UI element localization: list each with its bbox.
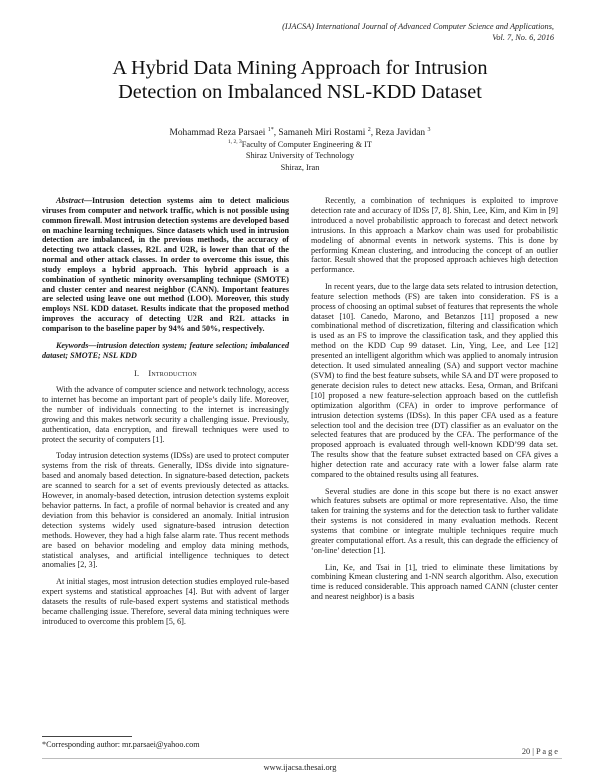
author-3-marker: 3	[427, 127, 431, 133]
journal-url: www.ijacsa.thesai.org	[263, 763, 337, 772]
author-1: Mohammad Reza Parsaei	[169, 128, 268, 139]
paper-title	[40, 56, 560, 104]
abstract-text: —Intrusion detection systems aim to detect malicious viruses from computer and network traffic, which is not possible using common firewall. Most intrusion detection systems are developed based on machine learning techniques. Since datasets which used in intrusion detection are imbalanced, in the previous methods, the accuracy of detecting two attack classes, R2L and U2R, is lower than that of the normal and other attack classes. In order to overcome this issue, this study employs a hybrid approach. This hybrid approach is a combination of synthetic minority oversampling technique (SMOTE) and cluster center and nearest neighbor (CANN). Important features are selected using leave one out method (LOO). Moreover, this study employs NSL KDD dataset. Results indicate that the proposed method improves the accuracy of detecting U2R and R2L attacks in comparison to the baseline paper by 94% and 50%, respectively.	[42, 196, 289, 333]
section-title: Introduction	[148, 368, 197, 378]
page-number: 20 | P a g e	[521, 747, 558, 756]
footer-divider	[42, 758, 562, 759]
body-paragraph: Today intrusion detection systems (IDSs) are used to protect computer systems from the risk of threats. Generally, IDSs divide into signature-based and anomaly based detection. In signature-based detection, packets are scanned to search for a set of events previously detected as attacks. However, in anomaly-based detection, intrusion detection systems exploit behavior patterns. In fact, a profile of normal behavior is created and any deviation from this behavior is considered an anomaly. Initial intrusion detection systems widely used signature-based intrusion detection methods. However, they had a high false alarm rate. Thus recent methods are based on behavior modeling and employ data mining methods, statistical analyses, and artificial intelligence techniques to detect anomalies [2, 3].	[42, 451, 289, 570]
title-line-1: A Hybrid Data Mining Approach for Intrusion	[112, 57, 488, 79]
affiliation-dept: Faculty of Computer Engineering & IT	[241, 139, 372, 149]
author-2: , Samaneh Miri Rostami	[273, 128, 368, 139]
abstract-label: Abstract	[56, 196, 84, 205]
keywords: Keywords—intrusion detection system; feature selection; imbalanced dataset; SMOTE; NSL KDD	[42, 340, 289, 360]
journal-volume: Vol. 7, No. 6, 2016	[492, 32, 554, 42]
corresponding-author-footnote: *Corresponding author: mr.parsaei@yahoo.com	[42, 740, 200, 749]
affiliation	[60, 137, 540, 174]
footnote-divider	[42, 736, 132, 737]
journal-name: (IJACSA) International Journal of Advanced Computer Science and Applications,	[282, 22, 554, 31]
author-1-marker: 1*	[267, 127, 274, 133]
section-numeral: I.	[134, 368, 140, 378]
body-paragraph: Several studies are done in this scope but there is no exact answer which features subsets are optimal or more representative. Also, the time taken for training the systems and for the detection task to further validate their systems is not considered in many evaluation methods. Recent systems that combine or integrate multiple techniques require much greater computational effort. As a result, this can degrade the efficiency of ‘on-line’ detection [1].	[311, 486, 558, 555]
body-paragraph: With the advance of computer science and network technology, access to internet has become an important part of people’s daily life. Moreover, the number of individuals connecting to the internet is increasingly growing and this makes network security a challenging issue. Previously, authentication, data encryption, and firewall techniques were used to protect the security of computers [1].	[42, 385, 289, 444]
body-paragraph: Lin, Ke, and Tsai in [1], tried to eliminate these limitations by combining Kmean clustering and 1-NN search algorithm. Also, execution time is reduced considerable. This approach named CANN (cluster center and nearest neighbor) is a basis	[311, 562, 558, 602]
affiliation-city: Shiraz, Iran	[280, 162, 320, 172]
body-paragraph: At initial stages, most intrusion detection studies employed rule-based expert systems and statistical approaches [4]. But with advent of larger datasets the results of rule-based expert systems and statistical methods became challenging issue. Therefore, several data mining techniques were introduced to overcome this problem [5, 6].	[42, 576, 289, 626]
author-3: , Reza Javidan	[370, 128, 428, 139]
abstract	[42, 196, 289, 334]
author-2-marker: 2	[367, 127, 371, 133]
left-column	[42, 196, 289, 633]
section-heading-introduction	[42, 369, 289, 379]
journal-header	[194, 22, 554, 43]
title-line-2: Detection on Imbalanced NSL-KDD Dataset	[118, 81, 482, 103]
body-paragraph: Recently, a combination of techniques is exploited to improve detection rate and accuracy of IDSs [7, 8]. Shin, Lee, Kim, and Kim in [9] introduced a novel probabilistic approach to forecast and detect network intrusions. In this approach a Markov chain was used for probabilistic modeling of abnormal events in network systems. This is done by performing Kmean clustering, and introducing the concept of an outlier factor. Result showed that the proposed approach achieves high detection performance.	[311, 196, 558, 275]
body-paragraph: In recent years, due to the large data sets related to intrusion detection, feature selection methods (FS) are taken into consideration. FS is a process of choosing an optimal subset of features that represents the whole dataset [10]. Canedo, Marono, and Betanzos [11] proposed a new combinational method of discretization, filtering and classification which is used as an FS to improve the classification task, and they applied this method on the KDD Cup 99 dataset. Lin, Ying, Lee, and Lee [12] presented an intelligent algorithm which was applied to anomaly intrusion detection. It used simulated annealing (SA) and support vector machine (SVM) to find the best feature subsets, while SA and DT were proposed to generate decision rules to detect new attacks. Eesa, Orman, and Brifcani [10] proposed a new feature-selection approach based on the cuttlefish optimization algorithm (CFA) in order to improve performance of intrusion detection systems (IDSs). In this paper CFA used as a feature selection tool and the decision tree (DT) classifier as an evaluator on the selected features that are produced by the CFA. The performance of the proposed approach is evaluated through well-known KDD’99 data set. The results show that the feature subset extracted based on CFA gives a higher detection rate and accuracy rate with a lower false alarm rate compared to the obtained results using all features.	[311, 281, 558, 480]
affiliation-university: Shiraz University of Technology	[245, 151, 355, 161]
affiliation-marker: 1, 2, 3	[228, 139, 242, 145]
right-column	[311, 196, 558, 609]
